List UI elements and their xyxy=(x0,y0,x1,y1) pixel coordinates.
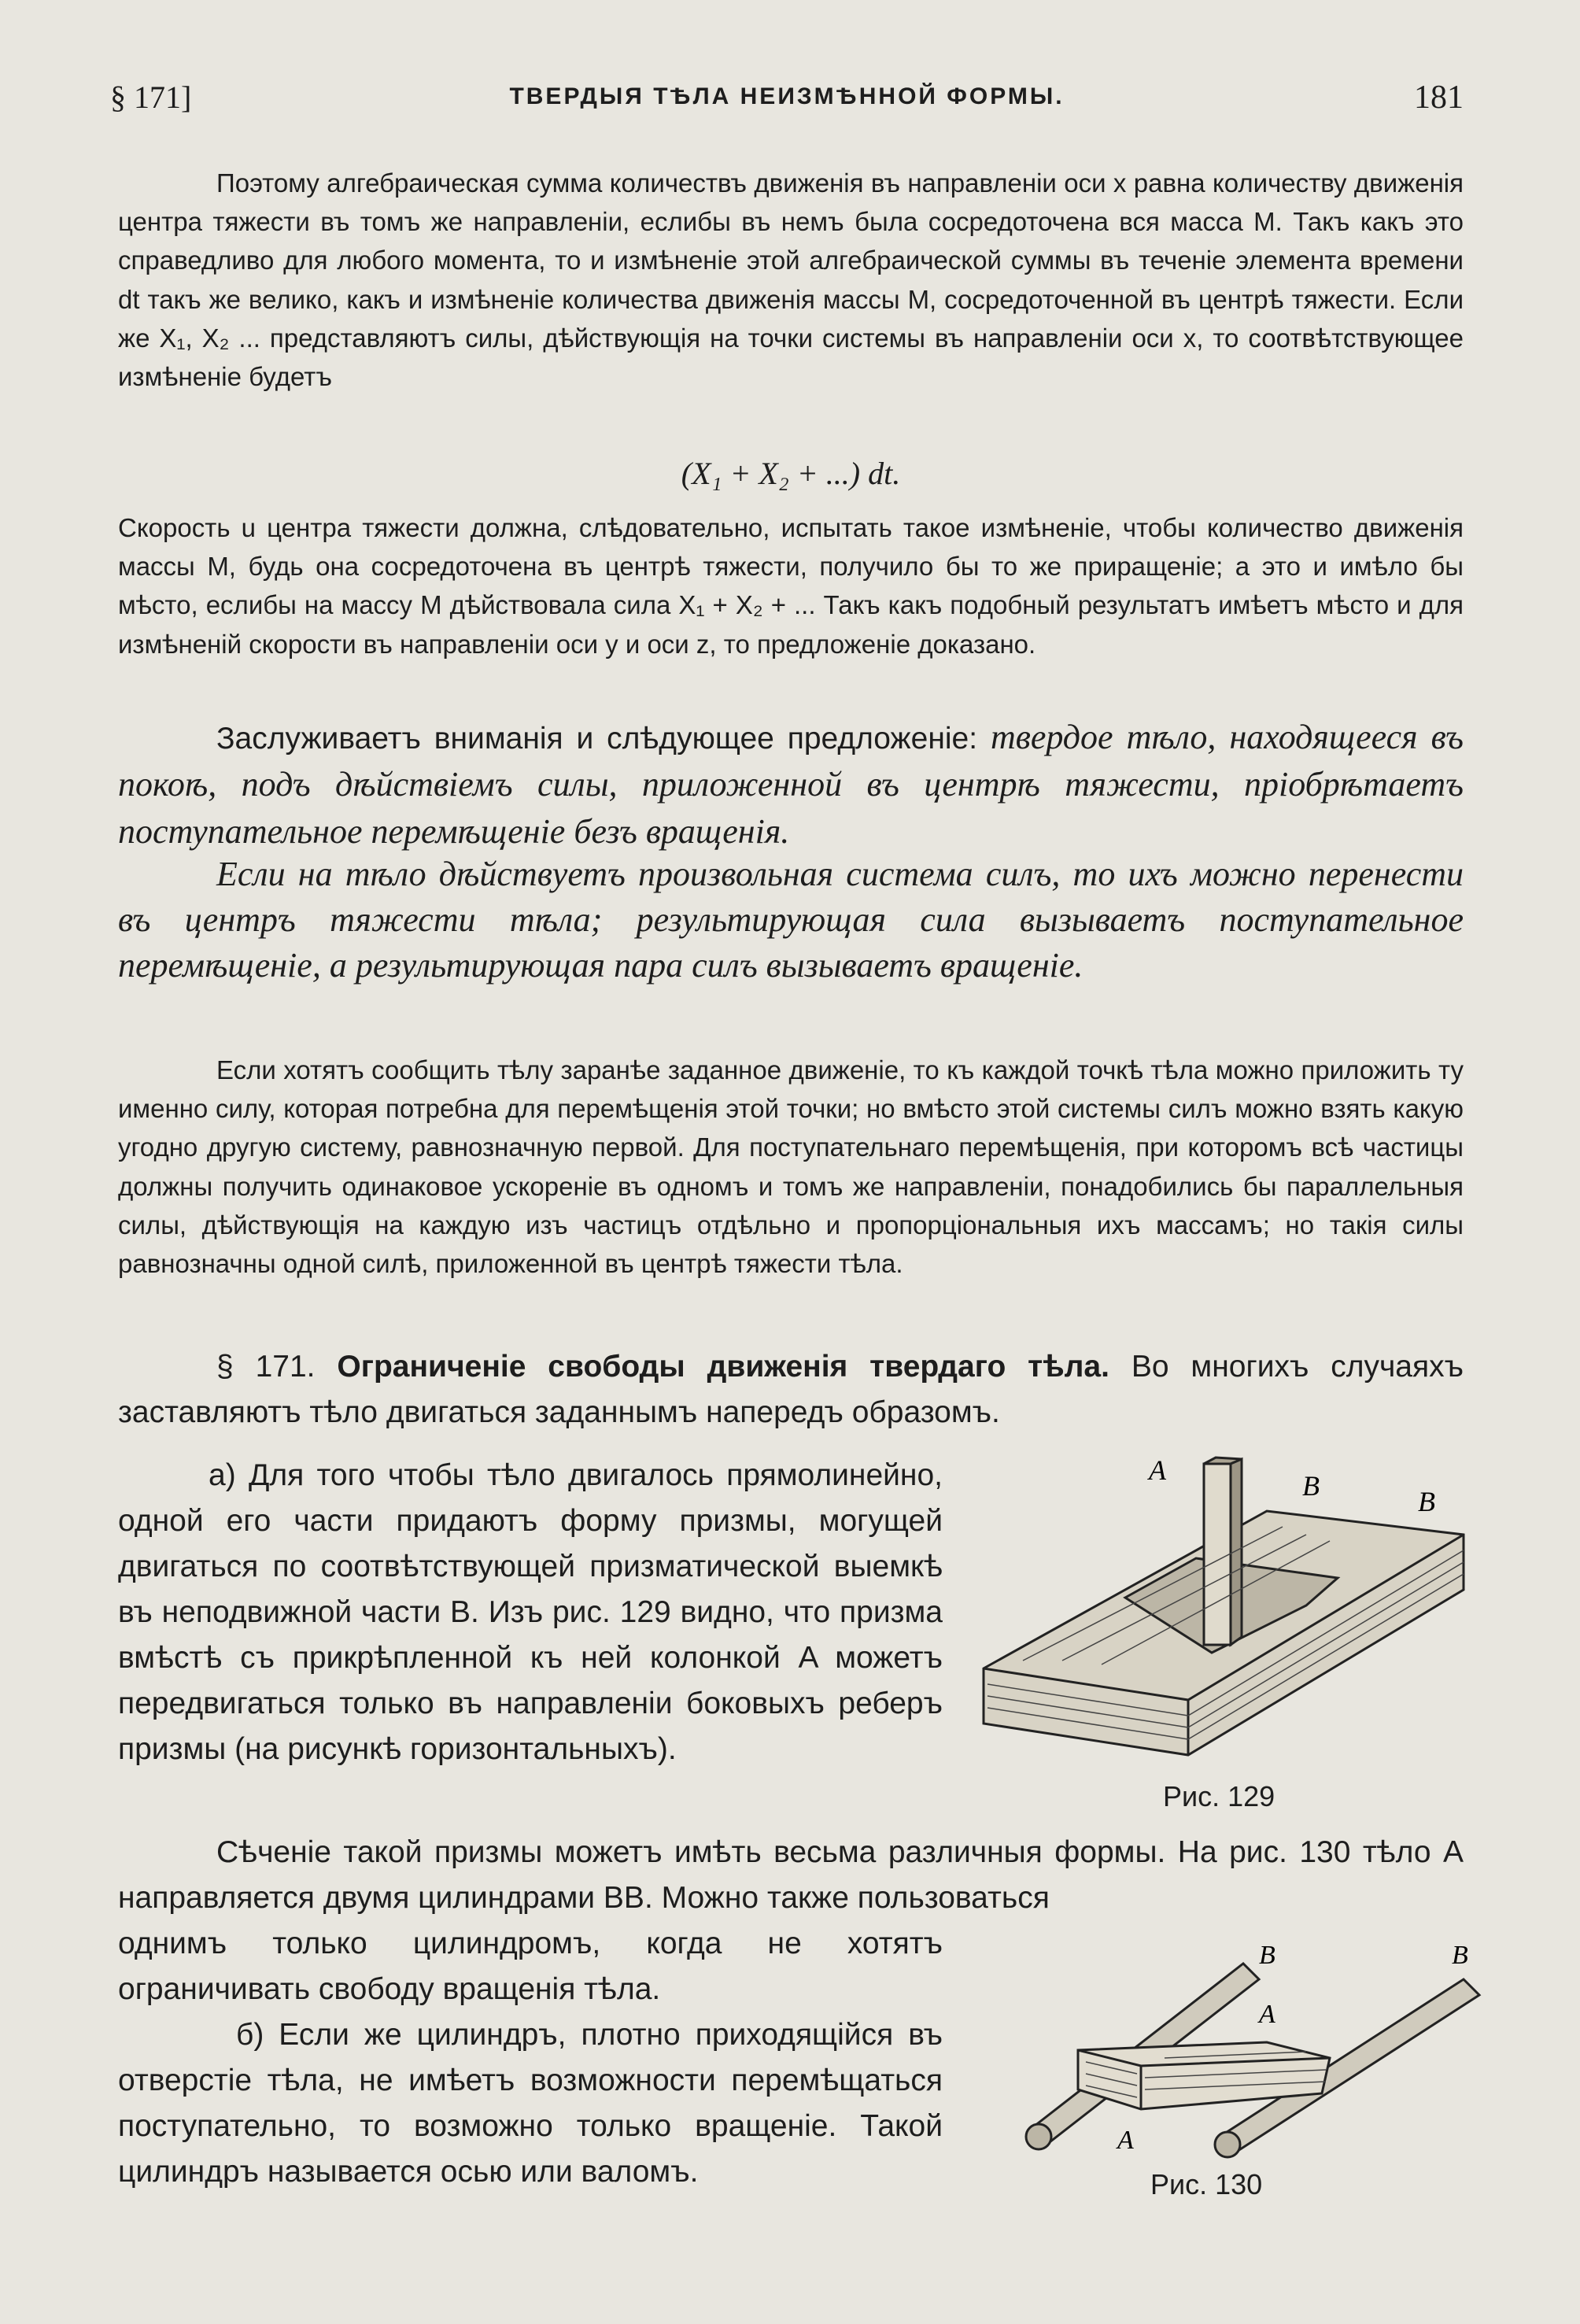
fig129-label-b2: B xyxy=(1418,1486,1435,1517)
figure-130-caption: Рис. 130 xyxy=(1150,2168,1263,2200)
paragraph-3-text xyxy=(118,715,1464,856)
paragraph-b2-text: однимъ только цилиндромъ, когда не хотятъ ограничивать свободу вращенія тѣла. xyxy=(118,1927,943,2006)
figure-130 xyxy=(1007,1932,1495,2168)
paragraph-5 xyxy=(118,1051,1464,1283)
paragraph-1-text: Поэтому алгебраическая сумма количествъ движенія въ направленіи оси x равна количеству движенія центра тяжести въ томъ же направленіи, еслибы въ немъ была сосредоточена вся масса M. Такъ какъ это справедливо для любого момента, то и измѣненіе этой алгебраической суммы въ теченіе элемента времени dt такъ же велико, какъ и измѣненіе количества движенія массы M, сосредоточенной въ центрѣ тяжести. Если же X₁, X₂ ... представляютъ силы, дѣйствующія на точки системы въ направленіи оси x, то соотвѣтствующее измѣненіе будетъ xyxy=(118,168,1464,392)
paragraph-3-lead: Заслуживаетъ вниманія и слѣдующее предложеніе: xyxy=(216,722,978,756)
paragraph-2-text: Скорость u центра тяжести должна, слѣдовательно, испытать такое измѣненіе, чтобы количество движенія массы M, будь она сосредоточена въ центрѣ тяжести, получило бы то же приращеніе; а это и имѣло бы мѣсто, еслибы на массу M дѣйствовала сила X₁ + X₂ + ... Такъ какъ подобный результатъ имѣетъ мѣсто и для измѣненій скорости въ направленіи оси y и оси z, то предложеніе доказано. xyxy=(118,513,1464,659)
header-title: ТВЕРДЫЯ ТѢЛА НЕИЗМѢННОЙ ФОРМЫ. xyxy=(509,83,1065,109)
section-number: § 171. xyxy=(216,1350,316,1384)
paragraph-4 xyxy=(118,852,1464,988)
figure-129 xyxy=(976,1448,1479,1763)
paragraph-2 xyxy=(118,508,1464,663)
paragraph-a xyxy=(118,1453,943,1772)
formula-text: (X₁ + X₂ + ...) dt. xyxy=(681,456,901,491)
fig130-label-b2: B xyxy=(1452,1941,1468,1970)
paragraph-c xyxy=(118,2012,943,2195)
paragraph-b1 xyxy=(118,1830,1464,1921)
figure-129-caption: Рис. 129 xyxy=(1163,1780,1275,1812)
header-section: § 171] xyxy=(110,79,192,115)
formula xyxy=(118,449,1464,499)
section-171-text xyxy=(118,1344,1464,1435)
paragraph-3-italic: твердое тѣло, находящееся въ покоѣ, подъ дѣйствіемъ силы, приложенной въ центрѣ тяжести, пріобрѣтаетъ поступательное перемѣщеніе безъ вращенія. xyxy=(118,718,1464,851)
paragraph-a-text: а) Для того чтобы тѣло двигалось прямолинейно, одной его части придаютъ форму призмы, могущей двигаться по соотвѣтствующей призматической выемкѣ въ неподвижной части B. Изъ рис. 129 видно, что призма вмѣстѣ съ прикрѣпленной къ ней колонкой A можетъ передвигаться только въ направленіи боковыхъ реберъ призмы (на рисункѣ горизонтальныхъ). xyxy=(118,1458,943,1766)
paragraph-b2 xyxy=(118,1921,943,2012)
paragraph-3 xyxy=(118,715,1464,856)
page-number: 181 xyxy=(1414,79,1464,116)
paragraph-c-text: б) Если же цилиндръ, плотно приходящійся въ отверстіе тѣла, не имѣетъ возможности перемѣщаться поступательно, то возможно только вращеніе. Такой цилиндръ называется осью или валомъ. xyxy=(118,2018,943,2189)
fig129-label-a: A xyxy=(1149,1454,1166,1486)
fig129-label-b1: B xyxy=(1302,1470,1320,1502)
paragraph-5-text: Если хотятъ сообщить тѣлу заранѣе заданное движеніе, то къ каждой точкѣ тѣла можно приложить ту именно силу, которая потребна для перемѣщенія этой точки; но вмѣсто этой системы силъ можно взять какую угодно другую систему, равнозначную первой. Для поступательнаго перемѣщенія, при которомъ всѣ частицы должны получить одинаковое ускореніе въ одномъ и томъ же направленіи, понадобились бы параллельныя силы, дѣйствующія на каждую изъ частицъ отдѣльно и пропорціональныя ихъ массамъ; но такія силы равнозначны одной силѣ, приложенной въ центрѣ тяжести тѣла. xyxy=(118,1055,1464,1279)
fig130-label-a2: A xyxy=(1117,2126,1134,2155)
fig130-label-b1: B xyxy=(1259,1941,1275,1970)
paragraph-4-text: Если на тѣло дѣйствуетъ произвольная система силъ, то ихъ можно перенести въ центръ тяжести тѣла; результирующая сила вызываетъ поступательное перемѣщеніе, а результирующая пара силъ вызываетъ вращеніе. xyxy=(118,855,1464,985)
paragraph-1 xyxy=(118,164,1464,396)
running-header xyxy=(110,79,1464,126)
fig130-label-a1: A xyxy=(1259,2000,1275,2029)
section-title: Ограниченіе свободы движенія твердаго тѣла. xyxy=(337,1350,1109,1384)
paragraph-b1-text: Сѣченіе такой призмы можетъ имѣть весьма различныя формы. На рис. 130 тѣло A направляется двумя цилиндрами BB. Можно также пользоваться xyxy=(118,1835,1464,1915)
section-intro: Во многихъ случаяхъ заставляютъ тѣло двигаться заданнымъ напередъ образомъ. xyxy=(118,1350,1464,1429)
section-171 xyxy=(118,1344,1464,1435)
